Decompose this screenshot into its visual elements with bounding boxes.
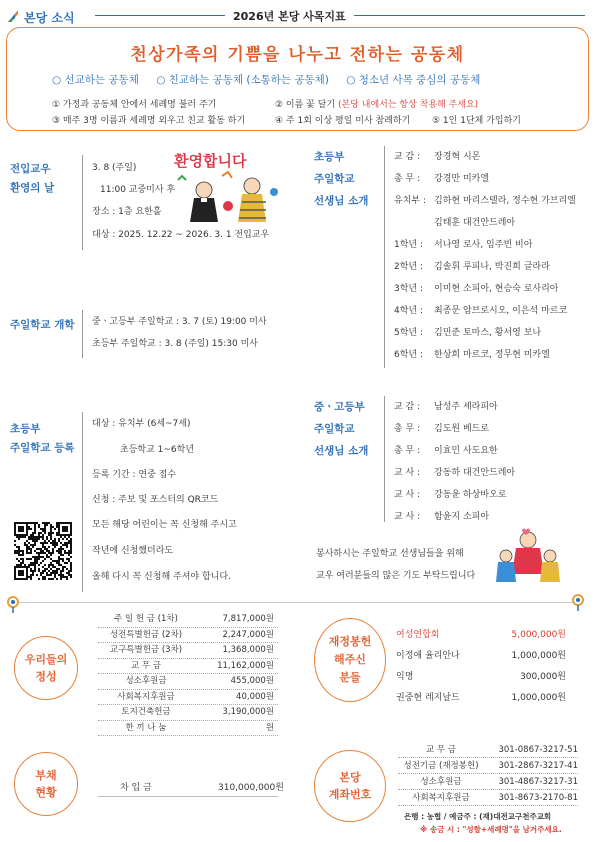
- offering-row: [98, 721, 278, 737]
- offering-row: [98, 612, 278, 628]
- teacher-role: 6학년 :: [394, 350, 424, 360]
- registration-notice-1: 모든 해당 어린이는 꼭 신청해 주시고: [92, 520, 237, 530]
- account-row: [398, 790, 578, 806]
- elem-teacher-list: [394, 146, 576, 366]
- donor-row: [396, 646, 566, 667]
- account-number: 301-8673-2170-81: [498, 793, 578, 803]
- account-table: [398, 742, 578, 806]
- elem-teachers-label: 초등부 주일학교 선생님 소개: [314, 151, 369, 207]
- donor-row: [396, 625, 566, 646]
- registration-notice-2: 작년에 신청했더라도: [92, 546, 174, 556]
- teacher-row: [394, 300, 576, 322]
- donor-amount: 5,000,000원: [511, 630, 566, 640]
- goal-item: ○ 청소년 사목 중심의 공동체: [346, 74, 481, 86]
- teacher-names: 장경혁 시몬: [434, 152, 481, 162]
- welcome-label: 전입교우 환영의 날: [10, 163, 55, 194]
- registration-target-1: 대상 : 유치부 (6세~7세): [92, 419, 191, 429]
- teacher-row: [394, 278, 576, 300]
- registration-period: 등록 기간 : 연중 접수: [92, 470, 177, 480]
- donor-row: [396, 688, 566, 709]
- offering-name: 토지건축헌금: [121, 707, 171, 717]
- school-open-line-2: 초등부 주일학교 : 3. 8 (주일) 15:30 미사: [92, 339, 258, 349]
- donors-label: 재정봉헌 해주신 분들: [314, 618, 386, 702]
- welcome-place: 장소 : 1층 요한홀: [92, 207, 162, 217]
- account-name: 성소후원금: [420, 777, 462, 787]
- account-row: [398, 742, 578, 758]
- debt-name: 차 입 금: [120, 783, 152, 793]
- teacher-names: 남성주 세라피아: [434, 402, 498, 412]
- teacher-role: 유치부 :: [394, 196, 426, 206]
- offering-name: 한 끼 나 눔: [125, 722, 167, 733]
- teacher-row: [394, 234, 576, 256]
- divider: [82, 412, 83, 592]
- account-row: [398, 758, 578, 774]
- teacher-names: 김솔휘 루피나, 박진희 글라라: [434, 262, 550, 272]
- teacher-names: 이효민 사도요한: [434, 446, 498, 456]
- parish-logo-icon: [6, 8, 20, 24]
- rule-5: ⑤ 1인 1단체 가입하기: [432, 116, 521, 126]
- offering-amount: 1,368,000원: [222, 645, 274, 655]
- rule-3: ③ 매주 3명 이름과 세례명 외우고 친교 활동 하기: [52, 116, 246, 126]
- divider: [384, 146, 385, 368]
- pastoral-slogan: 천상가족의 기쁨을 나누고 전하는 공동체: [130, 45, 465, 65]
- account-note: ※ 송금 시 : "성함+세례명"을 남겨주세요.: [420, 825, 562, 834]
- donor-amount: 1,000,000원: [511, 693, 566, 703]
- teacher-names: 함윤지 소피아: [434, 512, 490, 522]
- accounts-label: 본당 계좌번호: [314, 750, 386, 822]
- goal-item: ○ 친교하는 공동체 (소통하는 공동체): [156, 74, 329, 86]
- teacher-role: 5학년 :: [394, 328, 424, 338]
- registration-apply: 신청 : 주보 및 포스터의 QR코드: [92, 495, 219, 505]
- account-name: 성전기금 (재정봉헌): [403, 761, 479, 771]
- teacher-row: [394, 484, 515, 506]
- offering-amount: 455,000원: [230, 676, 274, 686]
- pastoral-plan-title: 2026년 본당 사목지표: [225, 8, 354, 24]
- donor-name: 이정애 율리안나: [396, 651, 460, 661]
- teacher-names: 최종문 암브로시오, 이은석 마르코: [434, 306, 568, 316]
- account-number: 301-0867-3217-51: [498, 745, 578, 755]
- welcome-banner: 환영합니다: [174, 152, 247, 170]
- teacher-names: 서나영 로사, 임주빈 비아: [434, 240, 533, 250]
- offering-amount: 3,190,000원: [222, 707, 274, 717]
- registration-notice-3: 올해 다시 꼭 신청해 주셔야 합니다.: [92, 572, 231, 582]
- teacher-row: [394, 190, 576, 212]
- offering-label: 우리들의 정성: [14, 636, 78, 700]
- goal-item: ○ 선교하는 공동체: [52, 74, 139, 86]
- teacher-names: 이미현 소피아, 현승숙 로사리아: [434, 284, 559, 294]
- account-row: [398, 774, 578, 790]
- teacher-row: [394, 440, 515, 462]
- teacher-names: 한상희 마르코, 정무현 미카엘: [434, 350, 550, 360]
- account-name: 교 무 금: [425, 745, 457, 755]
- teacher-role: 교 감 :: [394, 152, 421, 162]
- donor-amount: 300,000원: [520, 672, 566, 682]
- offering-row: [98, 690, 278, 706]
- offering-table: [98, 612, 278, 736]
- teacher-row: [394, 322, 576, 344]
- offering-row: [98, 643, 278, 659]
- pastoral-goals: [52, 72, 494, 87]
- donor-name: 익명: [396, 672, 414, 682]
- debt-label: 부채 현황: [14, 752, 78, 816]
- teacher-names: 김하현 마리스텔라, 정수현 가브리엘: [434, 196, 576, 206]
- rule-1: ① 가정과 공동체 안에서 세례명 불러 주기: [52, 100, 217, 110]
- account-bank: 은행 : 농협 / 예금주 : (재)대전교구천주교회: [404, 812, 552, 821]
- teacher-row: [394, 418, 515, 440]
- debt-amount: 310,000,000원: [218, 783, 284, 793]
- offering-amount: 7,817,000원: [222, 614, 274, 624]
- teacher-role: 교 사 :: [394, 512, 421, 522]
- account-name: 사회복지후원금: [412, 793, 470, 803]
- header-title: 본당 소식: [24, 11, 75, 25]
- donor-amount: 1,000,000원: [511, 651, 566, 661]
- welcome-illustration: [170, 146, 288, 224]
- teacher-role: 3학년 :: [394, 284, 424, 294]
- teacher-role: 총 무 :: [394, 424, 421, 434]
- offering-row: [98, 628, 278, 644]
- offering-name: 성소후원금: [125, 676, 167, 686]
- divider: [384, 396, 385, 522]
- account-number: 301-2867-3217-41: [498, 761, 578, 771]
- teacher-row: [394, 256, 576, 278]
- teacher-names: 강동윤 하상바오로: [434, 490, 507, 500]
- welcome-date: 3. 8 (주일): [92, 163, 137, 173]
- teacher-row: [394, 462, 515, 484]
- teacher-role: 4학년 :: [394, 306, 424, 316]
- teacher-row: [394, 146, 576, 168]
- offering-amount: 2,247,000원: [222, 629, 274, 640]
- account-number: 301-4867-3217-31: [498, 777, 578, 787]
- teacher-role: 총 무 :: [394, 174, 421, 184]
- school-open-label: 주일학교 개학: [10, 319, 75, 331]
- teacher-names: 강경만 미카엘: [434, 174, 490, 184]
- mid-teachers-label: 중ㆍ고등부 주일학교 선생님 소개: [314, 401, 369, 457]
- divider: [98, 796, 278, 797]
- mid-teacher-list: [394, 396, 515, 528]
- prayer-line-2: 교우 여러분들의 많은 기도 부탁드립니다: [316, 571, 476, 581]
- registration-qr-code[interactable]: [14, 522, 72, 580]
- donor-name: 권중현 레지날드: [396, 693, 460, 703]
- offering-row: [98, 705, 278, 721]
- teacher-names: 김태훈 대건안드레아: [434, 218, 516, 228]
- divider: [82, 310, 83, 358]
- welcome-time: 11:00 교중미사 후: [100, 185, 176, 195]
- offering-row: [98, 659, 278, 675]
- donor-list: [396, 625, 566, 709]
- teacher-names: 김도원 베드로: [434, 424, 490, 434]
- offering-name: 교 무 금: [130, 660, 162, 671]
- teacher-role: 1학년 :: [394, 240, 424, 250]
- teacher-role: 교 감 :: [394, 402, 421, 412]
- pin-icon: [571, 593, 585, 611]
- registration-label: 초등부 주일학교 등록: [10, 423, 75, 454]
- registration-target-2: 초등학교 1~6학년: [120, 445, 195, 455]
- prayer-line-1: 봉사하시는 주일학교 선생님들을 위해: [316, 549, 464, 559]
- offering-amount: 11,162,000원: [217, 660, 274, 671]
- rule-4: ④ 주 1회 이상 평일 미사 참례하기: [275, 116, 411, 126]
- rule-2: ② 이름 꽃 달기 (본당 내에서는 항상 착용해 주세요): [275, 100, 479, 110]
- welcome-target: 대상 : 2025. 12.22 ~ 2026. 3. 1 전입교우: [92, 230, 270, 240]
- teacher-names: 강동하 대건안드레아: [434, 468, 516, 478]
- section-rule: [14, 602, 580, 603]
- teacher-row: [394, 344, 576, 366]
- offering-amount: 원: [265, 722, 274, 733]
- offering-name: 주 일 헌 금 (1차): [114, 614, 178, 624]
- teacher-row: [394, 396, 515, 418]
- school-open-line-1: 중ㆍ고등부 주일학교 : 3. 7 (토) 19:00 미사: [92, 317, 267, 327]
- pin-icon: [6, 595, 20, 613]
- teacher-role: 총 무 :: [394, 446, 421, 456]
- teacher-row: [394, 506, 515, 528]
- teacher-children-illustration: [492, 526, 564, 586]
- donor-row: [396, 667, 566, 688]
- teacher-role: 2학년 :: [394, 262, 424, 272]
- offering-row: [98, 674, 278, 690]
- offering-name: 성전특별헌금 (2차): [109, 629, 183, 640]
- teacher-role: 교 사 :: [394, 468, 421, 478]
- divider: [82, 155, 83, 250]
- teacher-names: 김민준 토마스, 황서영 보나: [434, 328, 542, 338]
- teacher-row: [394, 212, 576, 234]
- donor-name: 여성연합회: [396, 630, 440, 640]
- offering-name: 사회복지후원금: [117, 691, 175, 702]
- offering-amount: 40,000원: [236, 691, 274, 702]
- teacher-role: 교 사 :: [394, 490, 421, 500]
- offering-name: 교구특별헌금 (3차): [109, 645, 183, 655]
- teacher-row: [394, 168, 576, 190]
